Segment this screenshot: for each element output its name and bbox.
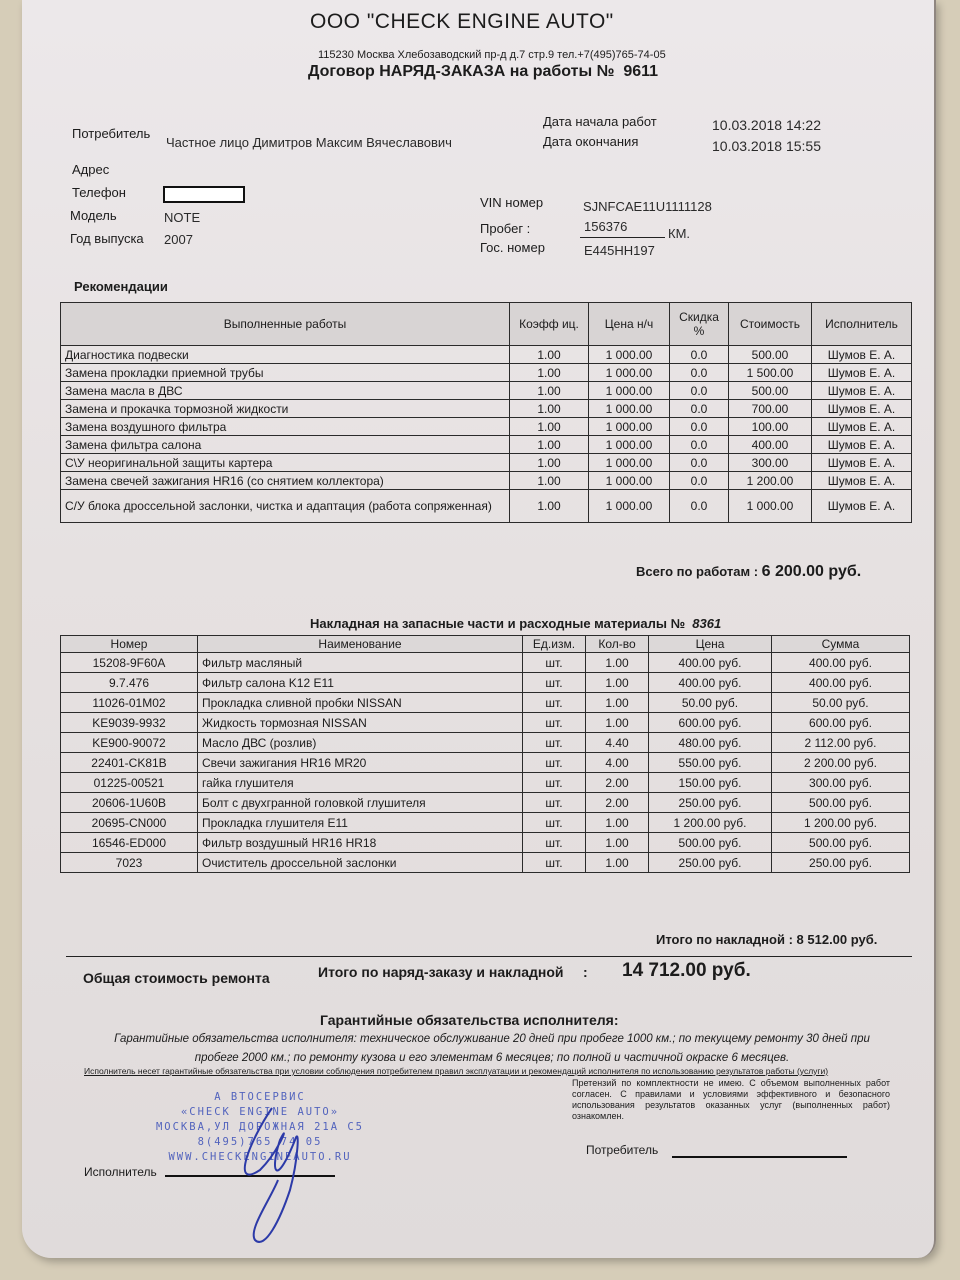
part-price: 400.00 руб. [649, 673, 772, 693]
work-rate: 1 000.00 [589, 346, 670, 364]
part-sum: 250.00 руб. [772, 853, 910, 873]
part-qty: 1.00 [586, 853, 649, 873]
part-number: 22401-CK81B [61, 753, 198, 773]
work-name: Замена масла в ДВС [61, 382, 510, 400]
part-number: 20695-CN000 [61, 813, 198, 833]
part-unit: шт. [523, 733, 586, 753]
phone-label: Телефон [72, 185, 126, 200]
work-rate: 1 000.00 [589, 364, 670, 382]
table-row [61, 436, 912, 454]
works-col-executor: Исполнитель [812, 303, 912, 346]
table-row [61, 733, 910, 753]
table-row [61, 400, 912, 418]
stamp-line: А ВТОСЕРВИС [214, 1091, 306, 1103]
work-executor: Шумов Е. А. [812, 364, 912, 382]
part-unit: шт. [523, 713, 586, 733]
parts-col-unit: Ед.изм. [523, 636, 586, 653]
stamp-line: «CHECK ENGINE AUTO» [180, 1106, 340, 1118]
work-rate: 1 000.00 [589, 382, 670, 400]
plate-label: Гос. номер [480, 240, 545, 255]
consumer-value: Частное лицо Димитров Максим Вячеславович [166, 135, 452, 150]
part-price: 250.00 руб. [649, 793, 772, 813]
work-discount: 0.0 [670, 364, 729, 382]
part-name: Свечи зажигания HR16 MR20 [198, 753, 523, 773]
divider [66, 956, 912, 957]
work-discount: 0.0 [670, 418, 729, 436]
table-row [61, 472, 912, 490]
part-unit: шт. [523, 753, 586, 773]
work-name: Замена и прокачка тормозной жидкости [61, 400, 510, 418]
part-name: гайка глушителя [198, 773, 523, 793]
work-discount: 0.0 [670, 400, 729, 418]
works-table [60, 302, 912, 523]
contract-title-text: Договор НАРЯД-ЗАКАЗА на работы № [308, 63, 615, 80]
part-number: 01225-00521 [61, 773, 198, 793]
part-unit: шт. [523, 673, 586, 693]
table-row [61, 364, 912, 382]
works-col-name: Выполненные работы [61, 303, 510, 346]
work-coef: 1.00 [510, 346, 589, 364]
part-unit: шт. [523, 693, 586, 713]
year-value: 2007 [164, 232, 193, 247]
claims-statement: Претензий по комплектности не имею. С объемом выполненных работ согласен. С правилами и условиями эффективного и безопасного использования результатов оказанных услуг (выполненных работ) ознакомлен. [572, 1078, 890, 1121]
mileage-unit: КМ. [668, 226, 691, 241]
part-unit: шт. [523, 653, 586, 673]
part-sum: 2 200.00 руб. [772, 753, 910, 773]
vin-value: SJNFCAE11U1111128 [583, 199, 712, 214]
part-name: Фильтр воздушный HR16 HR18 [198, 833, 523, 853]
part-price: 50.00 руб. [649, 693, 772, 713]
part-qty: 2.00 [586, 773, 649, 793]
table-row [61, 346, 912, 364]
work-coef: 1.00 [510, 364, 589, 382]
part-price: 250.00 руб. [649, 853, 772, 873]
table-row [61, 418, 912, 436]
end-date-label: Дата окончания [543, 134, 639, 149]
company-name: ООО "CHECK ENGINE AUTO" [310, 10, 614, 33]
work-cost: 100.00 [729, 418, 812, 436]
recommendations-label: Рекомендации [74, 279, 168, 294]
works-total-label: Всего по работам : [636, 564, 759, 579]
work-coef: 1.00 [510, 418, 589, 436]
work-executor: Шумов Е. А. [812, 418, 912, 436]
part-number: 9.7.476 [61, 673, 198, 693]
contract-number: 9611 [623, 63, 659, 80]
consumer-signature-line [672, 1156, 847, 1158]
table-row [61, 693, 910, 713]
part-sum: 500.00 руб. [772, 793, 910, 813]
part-sum: 600.00 руб. [772, 713, 910, 733]
stamp-line: МОСКВА,УЛ ДОРОЖНАЯ 21А С5 [155, 1121, 365, 1133]
part-name: Масло ДВС (розлив) [198, 733, 523, 753]
works-header-row [61, 303, 912, 346]
parts-table [60, 635, 910, 873]
start-date-label: Дата начала работ [543, 114, 657, 129]
contract-title [308, 63, 658, 81]
grand-total-label: Общая стоимость ремонта [83, 970, 270, 986]
part-sum: 2 112.00 руб. [772, 733, 910, 753]
parts-total-value: 8 512.00 руб. [796, 932, 878, 947]
part-qty: 1.00 [586, 653, 649, 673]
part-sum: 50.00 руб. [772, 693, 910, 713]
warranty-heading: Гарантийные обязательства исполнителя: [320, 1012, 619, 1028]
part-unit: шт. [523, 833, 586, 853]
part-qty: 1.00 [586, 813, 649, 833]
work-name: Диагностика подвески [61, 346, 510, 364]
table-row [61, 773, 910, 793]
work-cost: 500.00 [729, 346, 812, 364]
work-coef: 1.00 [510, 400, 589, 418]
work-cost: 1 000.00 [729, 490, 812, 523]
part-unit: шт. [523, 793, 586, 813]
parts-invoice-number: 8361 [692, 616, 722, 631]
grand-total-colon: : [582, 964, 588, 980]
part-name: Фильтр масляный [198, 653, 523, 673]
mileage-underline [580, 237, 665, 238]
parts-total [656, 932, 877, 947]
mileage-label: Пробег : [480, 221, 531, 236]
warranty-note: Исполнитель несет гарантийные обязательства при условии соблюдения потребителем правил эксплуатации и рекомендаций исполнителя по использованию результатов работы (услуги) [84, 1066, 829, 1076]
works-col-discount: Скидка % [670, 303, 729, 346]
part-qty: 1.00 [586, 833, 649, 853]
works-col-rate: Цена н/ч [589, 303, 670, 346]
parts-col-number: Номер [61, 636, 198, 653]
part-number: KE900-90072 [61, 733, 198, 753]
part-sum: 300.00 руб. [772, 773, 910, 793]
part-number: 16546-ED000 [61, 833, 198, 853]
work-cost: 300.00 [729, 454, 812, 472]
consumer-signature-label: Потребитель [586, 1143, 659, 1157]
parts-col-name: Наименование [198, 636, 523, 653]
work-cost: 1 500.00 [729, 364, 812, 382]
work-cost: 700.00 [729, 400, 812, 418]
phone-redacted-box [163, 186, 245, 203]
part-number: 15208-9F60A [61, 653, 198, 673]
work-discount: 0.0 [670, 346, 729, 364]
table-row [61, 382, 912, 400]
consumer-label: Потребитель [72, 126, 151, 141]
parts-col-price: Цена [649, 636, 772, 653]
table-row [61, 813, 910, 833]
work-executor: Шумов Е. А. [812, 472, 912, 490]
work-coef: 1.00 [510, 454, 589, 472]
parts-col-qty: Кол-во [586, 636, 649, 653]
grand-total-sublabel-text: Итого по наряд-заказу и накладной [318, 964, 564, 980]
work-cost: 500.00 [729, 382, 812, 400]
grand-total-value: 14 712.00 руб. [622, 960, 751, 981]
work-discount: 0.0 [670, 382, 729, 400]
model-value: NOTE [164, 210, 201, 225]
part-qty: 1.00 [586, 713, 649, 733]
part-name: Прокладка сливной пробки NISSAN [198, 693, 523, 713]
work-coef: 1.00 [510, 382, 589, 400]
work-cost: 1 200.00 [729, 472, 812, 490]
work-name: С\У неоригинальной защиты картера [61, 454, 510, 472]
part-price: 1 200.00 руб. [649, 813, 772, 833]
part-number: 20606-1U60B [61, 793, 198, 813]
part-name: Болт с двухгранной головкой глушителя [198, 793, 523, 813]
work-name: Замена свечей зажигания HR16 (со снятием коллектора) [61, 472, 510, 490]
table-row [61, 713, 910, 733]
work-name: Замена воздушного фильтра [61, 418, 510, 436]
work-rate: 1 000.00 [589, 400, 670, 418]
handwritten-signature-icon [220, 1100, 340, 1250]
parts-header-row [61, 636, 910, 653]
work-discount: 0.0 [670, 454, 729, 472]
works-col-cost: Стоимость [729, 303, 812, 346]
work-discount: 0.0 [670, 490, 729, 523]
part-name: Жидкость тормозная NISSAN [198, 713, 523, 733]
warranty-text: Гарантийные обязательства исполнителя: техническое обслуживание 20 дней при пробеге 1000 км.; по текущему ремонту 30 дней при пробеге 2000 км.; по ремонту кузова и его элементам 6 месяцев; по полной и частичной окраске 6 месяцев. [114, 1033, 870, 1064]
mileage-value: 156376 [584, 219, 628, 234]
works-total-value: 6 200.00 руб. [761, 563, 862, 580]
year-label: Год выпуска [70, 231, 144, 246]
part-name: Прокладка глушителя E11 [198, 813, 523, 833]
work-coef: 1.00 [510, 472, 589, 490]
part-number: KE9039-9932 [61, 713, 198, 733]
work-rate: 1 000.00 [589, 472, 670, 490]
work-executor: Шумов Е. А. [812, 454, 912, 472]
part-qty: 1.00 [586, 673, 649, 693]
work-executor: Шумов Е. А. [812, 346, 912, 364]
work-name: Замена прокладки приемной трубы [61, 364, 510, 382]
part-qty: 4.40 [586, 733, 649, 753]
start-date-value: 10.03.2018 14:22 [712, 117, 821, 133]
part-price: 150.00 руб. [649, 773, 772, 793]
work-rate: 1 000.00 [589, 418, 670, 436]
work-coef: 1.00 [510, 436, 589, 454]
part-price: 400.00 руб. [649, 653, 772, 673]
works-total [636, 563, 861, 581]
table-row [61, 653, 910, 673]
part-sum: 500.00 руб. [772, 833, 910, 853]
part-unit: шт. [523, 853, 586, 873]
part-price: 550.00 руб. [649, 753, 772, 773]
part-sum: 1 200.00 руб. [772, 813, 910, 833]
part-number: 7023 [61, 853, 198, 873]
parts-invoice-title-text: Накладная на запасные части и расходные материалы № [310, 616, 686, 631]
works-col-coef: Коэфф иц. [510, 303, 589, 346]
part-sum: 400.00 руб. [772, 673, 910, 693]
part-number: 11026-01M02 [61, 693, 198, 713]
table-row [61, 673, 910, 693]
company-address: 115230 Москва Хлебозаводский пр-д д.7 стр.9 тел.+7(495)765-74-05 [318, 49, 666, 61]
work-rate: 1 000.00 [589, 436, 670, 454]
table-row [61, 753, 910, 773]
work-cost: 400.00 [729, 436, 812, 454]
part-qty: 2.00 [586, 793, 649, 813]
part-name: Фильтр салона K12 E11 [198, 673, 523, 693]
part-price: 500.00 руб. [649, 833, 772, 853]
end-date-value: 10.03.2018 15:55 [712, 138, 821, 154]
stamp-line: WWW.CHECKENGINEAUTO.RU [168, 1151, 352, 1163]
work-discount: 0.0 [670, 436, 729, 454]
parts-invoice-title [310, 616, 721, 631]
plate-value: E445HH197 [584, 243, 655, 258]
work-rate: 1 000.00 [589, 490, 670, 523]
table-row [61, 833, 910, 853]
part-sum: 400.00 руб. [772, 653, 910, 673]
work-name: Замена фильтра салона [61, 436, 510, 454]
parts-col-sum: Сумма [772, 636, 910, 653]
work-executor: Шумов Е. А. [812, 400, 912, 418]
part-qty: 4.00 [586, 753, 649, 773]
work-executor: Шумов Е. А. [812, 490, 912, 523]
part-name: Очиститель дроссельной заслонки [198, 853, 523, 873]
work-discount: 0.0 [670, 472, 729, 490]
work-name: С/У блока дроссельной заслонки, чистка и адаптация (работа сопряженная) [61, 490, 510, 523]
part-unit: шт. [523, 813, 586, 833]
grand-total-sublabel [318, 964, 588, 980]
table-row [61, 490, 912, 523]
table-row [61, 853, 910, 873]
work-rate: 1 000.00 [589, 454, 670, 472]
stamp-line: 8(495)765 74 05 [197, 1136, 323, 1148]
parts-total-label: Итого по накладной : [656, 932, 793, 947]
executor-signature-label: Исполнитель [84, 1165, 157, 1179]
model-label: Модель [70, 208, 117, 223]
work-executor: Шумов Е. А. [812, 382, 912, 400]
table-row [61, 454, 912, 472]
part-qty: 1.00 [586, 693, 649, 713]
part-price: 480.00 руб. [649, 733, 772, 753]
work-executor: Шумов Е. А. [812, 436, 912, 454]
address-label: Адрес [72, 162, 110, 177]
table-row [61, 793, 910, 813]
part-unit: шт. [523, 773, 586, 793]
part-price: 600.00 руб. [649, 713, 772, 733]
vin-label: VIN номер [480, 195, 544, 210]
work-coef: 1.00 [510, 490, 589, 523]
